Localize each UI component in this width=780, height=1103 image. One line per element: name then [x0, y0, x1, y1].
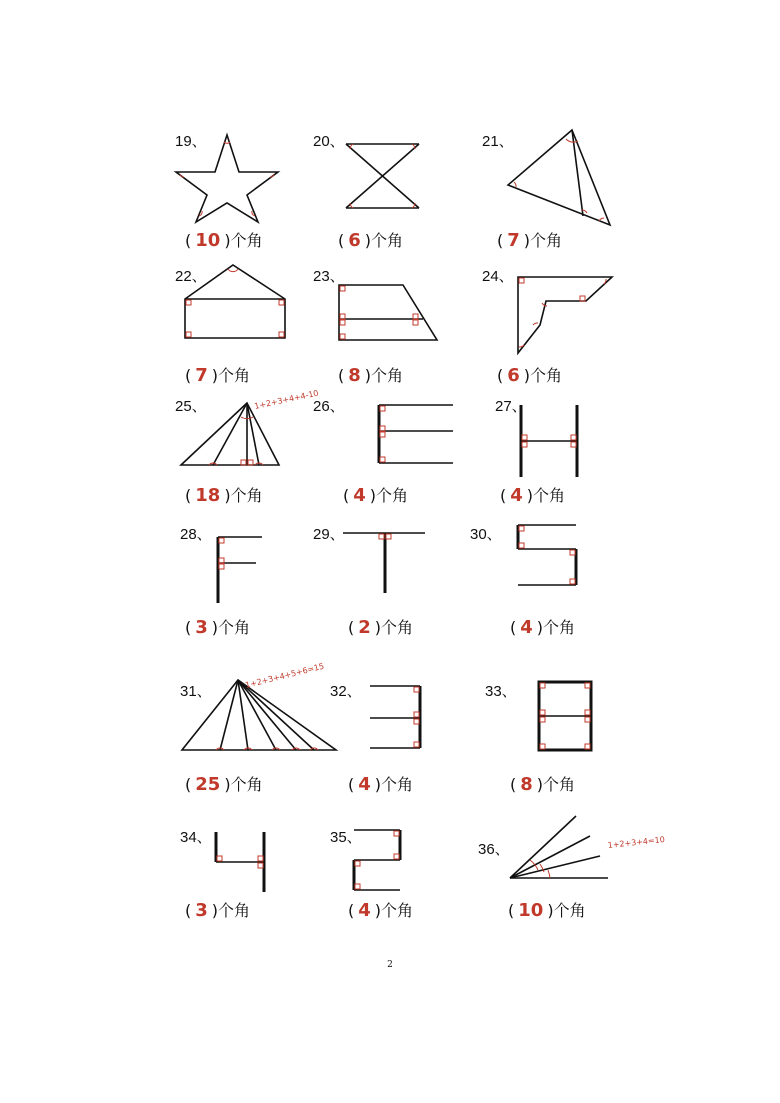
- answer-row: ( 6 )个角: [338, 230, 404, 251]
- unit-label: 个角: [543, 618, 576, 637]
- problem-number: 35、: [330, 829, 362, 846]
- answer-row: ( 4 )个角: [510, 617, 576, 638]
- problem-20: [313, 130, 473, 256]
- answer-row: ( 3 )个角: [185, 617, 251, 638]
- answer-value: 3: [195, 900, 208, 921]
- problem-number: 34、: [180, 829, 212, 846]
- problem-number: 28、: [180, 526, 212, 543]
- unit-label: 个角: [533, 486, 566, 505]
- answer-value: 10: [195, 230, 221, 251]
- answer-row: ( 4 )个角: [500, 485, 566, 506]
- answer-value: 4: [510, 485, 523, 506]
- unit-label: 个角: [371, 366, 404, 385]
- page-number: 2: [387, 960, 393, 970]
- answer-row: ( 2 )个角: [348, 617, 414, 638]
- answer-value: 8: [520, 774, 533, 795]
- unit-label: 个角: [376, 486, 409, 505]
- problem-34: [180, 826, 340, 952]
- problem-27: [495, 395, 655, 521]
- answer-value: 7: [507, 230, 520, 251]
- problem-number: 30、: [470, 526, 502, 543]
- answer-row: ( 25 )个角: [185, 774, 263, 795]
- problem-30: [470, 523, 630, 649]
- problem-25: [175, 388, 335, 521]
- problem-23: [313, 265, 473, 391]
- answer-value: 6: [348, 230, 361, 251]
- unit-label: 个角: [218, 901, 251, 920]
- problem-21: [482, 130, 642, 256]
- problem-number: 33、: [485, 683, 517, 700]
- problem-29: [313, 523, 473, 649]
- answer-value: 4: [520, 617, 533, 638]
- problem-number: 32、: [330, 683, 362, 700]
- unit-label: 个角: [218, 618, 251, 637]
- unit-label: 个角: [381, 901, 414, 920]
- problem-number: 25、: [175, 398, 207, 415]
- problem-31: [180, 661, 340, 806]
- problem-number: 29、: [313, 526, 345, 543]
- answer-value: 4: [353, 485, 366, 506]
- answer-row: ( 8 )个角: [338, 365, 404, 386]
- problem-number: 19、: [175, 133, 207, 150]
- answer-value: 2: [358, 617, 371, 638]
- unit-label: 个角: [218, 366, 251, 385]
- answer-row: ( 4 )个角: [348, 900, 414, 921]
- unit-label: 个角: [230, 775, 263, 794]
- problem-33: [485, 680, 645, 806]
- answer-row: ( 8 )个角: [510, 774, 576, 795]
- answer-value: 6: [507, 365, 520, 386]
- problem-number: 20、: [313, 133, 345, 150]
- answer-value: 10: [518, 900, 544, 921]
- problem-number: 31、: [180, 683, 212, 700]
- unit-label: 个角: [381, 775, 414, 794]
- problem-26: [313, 395, 473, 521]
- handwritten-note: 1+2+3+4=10: [607, 835, 666, 850]
- answer-value: 18: [195, 485, 221, 506]
- problem-24: [482, 265, 642, 391]
- unit-label: 个角: [230, 231, 263, 250]
- unit-label: 个角: [381, 618, 414, 637]
- answer-row: ( 3 )个角: [185, 900, 251, 921]
- unit-label: 个角: [553, 901, 586, 920]
- answer-value: 3: [195, 617, 208, 638]
- answer-row: ( 10 )个角: [185, 230, 263, 251]
- problem-number: 22、: [175, 268, 207, 285]
- unit-label: 个角: [530, 366, 563, 385]
- problem-number: 27、: [495, 398, 527, 415]
- unit-label: 个角: [230, 486, 263, 505]
- rays-figure: [478, 812, 678, 912]
- problem-number: 36、: [478, 841, 510, 858]
- answer-row: ( 4 )个角: [343, 485, 409, 506]
- answer-value: 4: [358, 774, 371, 795]
- unit-label: 个角: [530, 231, 563, 250]
- problem-35: [330, 826, 490, 952]
- answer-row: ( 7 )个角: [185, 365, 251, 386]
- answer-value: 8: [348, 365, 361, 386]
- answer-value: 25: [195, 774, 221, 795]
- answer-row: ( 7 )个角: [497, 230, 563, 251]
- handwritten-note: 1+2+3+4+5+6=15: [244, 661, 326, 690]
- problem-32: [330, 680, 490, 806]
- answer-row: ( 6 )个角: [497, 365, 563, 386]
- unit-label: 个角: [543, 775, 576, 794]
- handwritten-note: 1+2+3+4+4-10: [253, 388, 320, 411]
- problem-number: 21、: [482, 133, 514, 150]
- problem-number: 23、: [313, 268, 345, 285]
- answer-value: 7: [195, 365, 208, 386]
- unit-label: 个角: [371, 231, 404, 250]
- problem-36: [478, 812, 678, 938]
- answer-row: ( 18 )个角: [185, 485, 263, 506]
- answer-row: ( 10 )个角: [508, 900, 586, 921]
- problem-number: 24、: [482, 268, 514, 285]
- answer-value: 4: [358, 900, 371, 921]
- problem-19: [175, 130, 335, 256]
- problem-22: [175, 265, 335, 391]
- problem-number: 26、: [313, 398, 345, 415]
- answer-row: ( 4 )个角: [348, 774, 414, 795]
